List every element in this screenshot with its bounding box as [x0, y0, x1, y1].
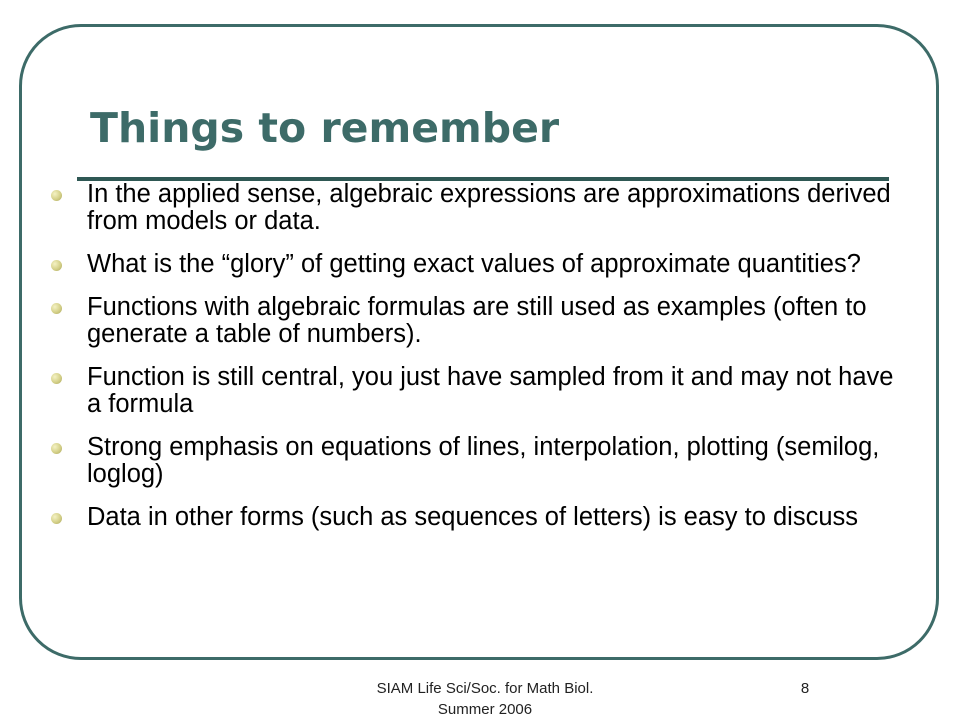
bullet-dot-icon — [51, 373, 62, 384]
bullet-text: Functions with algebraic formulas are still used as examples (often to generate a table of numbers). — [87, 293, 867, 348]
bullet-item — [46, 251, 896, 278]
bullet-dot-icon — [51, 513, 62, 524]
footer-text: SIAM Life Sci/Soc. for Math Biol. Summer 2006 — [376, 680, 594, 718]
bullet-item — [46, 181, 896, 235]
bullet-item — [46, 504, 896, 531]
bullet-text: In the applied sense, algebraic expressions are approximations derived from models or data. — [87, 180, 891, 235]
bullet-text: Strong emphasis on equations of lines, interpolation, plotting (semilog, loglog) — [87, 433, 880, 488]
bullet-item — [46, 364, 896, 418]
bullet-list — [46, 181, 896, 547]
slide-title: Things to remember — [90, 104, 560, 152]
bullet-item — [46, 434, 896, 488]
bullet-item — [46, 294, 896, 348]
bullet-dot-icon — [51, 443, 62, 454]
bullet-text: Function is still central, you just have sampled from it and may not have a formula — [87, 363, 894, 418]
bullet-dot-icon — [51, 303, 62, 314]
bullet-dot-icon — [51, 190, 62, 201]
bullet-text: What is the “glory” of getting exact values of approximate quantities? — [87, 250, 861, 278]
bullet-dot-icon — [51, 260, 62, 271]
bullet-text: Data in other forms (such as sequences of letters) is easy to discuss — [87, 503, 859, 531]
page-number: 8 — [800, 680, 810, 697]
